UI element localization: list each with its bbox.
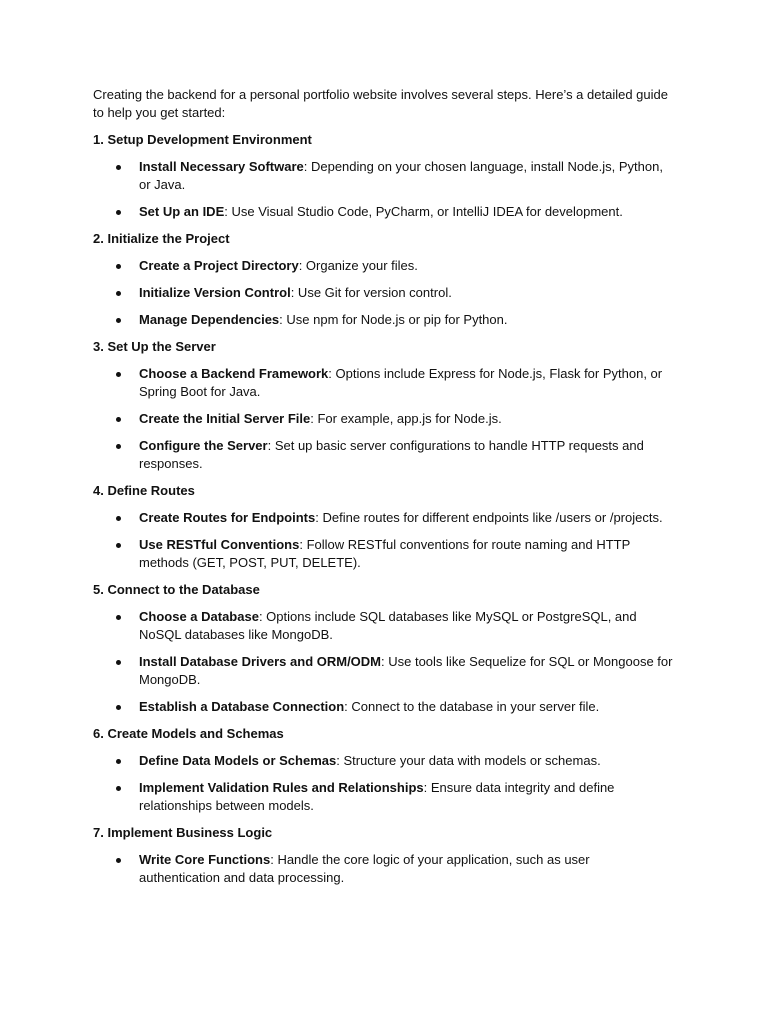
bullet-icon — [116, 444, 121, 449]
list-item — [93, 203, 673, 221]
item-title: Initialize Version Control — [139, 285, 291, 300]
item-description: : Ensure data integrity and define relationships between models. — [139, 780, 615, 813]
sections-container — [93, 131, 673, 887]
item-title: Install Necessary Software — [139, 159, 304, 174]
bullet-icon — [116, 705, 121, 710]
item-description: : Connect to the database in your server file. — [344, 699, 600, 714]
bullet-icon — [116, 210, 121, 215]
item-title: Manage Dependencies — [139, 312, 280, 327]
section-heading: 7. Implement Business Logic — [93, 825, 273, 840]
item-title: Implement Validation Rules and Relationships — [139, 780, 424, 795]
list-item — [93, 752, 673, 770]
bullet-icon — [116, 615, 121, 620]
bullet-list — [93, 851, 673, 887]
item-description: : Depending on your chosen language, install Node.js, Python, or Java. — [139, 159, 663, 192]
bullet-icon — [116, 543, 121, 548]
item-description: : For example, app.js for Node.js. — [310, 411, 502, 426]
item-title: Choose a Database — [139, 609, 259, 624]
bullet-list — [93, 257, 673, 329]
bullet-icon — [116, 165, 121, 170]
list-item — [93, 257, 673, 275]
bullet-list — [93, 509, 673, 572]
list-item — [93, 536, 673, 572]
bullet-icon — [116, 291, 121, 296]
bullet-icon — [116, 264, 121, 269]
list-item — [93, 410, 673, 428]
item-description: : Handle the core logic of your application, such as user authentication and data processing. — [139, 852, 590, 885]
list-item — [93, 698, 673, 716]
bullet-icon — [116, 660, 121, 665]
bullet-list — [93, 158, 673, 221]
item-title: Set Up an IDE — [139, 204, 225, 219]
item-title: Use RESTful Conventions — [139, 537, 300, 552]
bullet-icon — [116, 516, 121, 521]
item-title: Configure the Server — [139, 438, 268, 453]
item-description: : Use Visual Studio Code, PyCharm, or IntelliJ IDEA for development. — [224, 204, 623, 219]
bullet-icon — [116, 786, 121, 791]
list-item — [93, 284, 673, 302]
item-title: Install Database Drivers and ORM/ODM — [139, 654, 382, 669]
section-heading: 2. Initialize the Project — [93, 231, 230, 246]
item-description: : Organize your files. — [298, 258, 418, 273]
list-item — [93, 437, 673, 473]
item-title: Write Core Functions — [139, 852, 271, 867]
list-item — [93, 779, 673, 815]
item-description: : Use tools like Sequelize for SQL or Mongoose for MongoDB. — [139, 654, 673, 687]
bullet-icon — [116, 858, 121, 863]
list-item — [93, 608, 673, 644]
bullet-list — [93, 752, 673, 815]
bullet-icon — [116, 417, 121, 422]
item-description: : Use Git for version control. — [290, 285, 452, 300]
section-heading: 1. Setup Development Environment — [93, 132, 312, 147]
section-heading: 6. Create Models and Schemas — [93, 726, 284, 741]
bullet-icon — [116, 372, 121, 377]
bullet-list — [93, 365, 673, 473]
list-item — [93, 158, 673, 194]
list-item — [93, 365, 673, 401]
item-description: : Options include SQL databases like MySQL or PostgreSQL, and NoSQL databases like MongoDB. — [139, 609, 637, 642]
item-title: Create the Initial Server File — [139, 411, 311, 426]
item-description: : Options include Express for Node.js, Flask for Python, or Spring Boot for Java. — [139, 366, 663, 399]
item-description: : Set up basic server configurations to handle HTTP requests and responses. — [139, 438, 644, 471]
item-description: : Use npm for Node.js or pip for Python. — [279, 312, 508, 327]
section-heading: 5. Connect to the Database — [93, 582, 260, 597]
document-page — [93, 86, 673, 896]
list-item — [93, 851, 673, 887]
section-heading: 4. Define Routes — [93, 483, 195, 498]
list-item — [93, 311, 673, 329]
item-title: Choose a Backend Framework — [139, 366, 329, 381]
item-title: Create Routes for Endpoints — [139, 510, 316, 525]
item-description: : Structure your data with models or schemas. — [336, 753, 601, 768]
item-description: : Follow RESTful conventions for route naming and HTTP methods (GET, POST, PUT, DELETE). — [139, 537, 631, 570]
bullet-list — [93, 608, 673, 716]
item-title: Define Data Models or Schemas — [139, 753, 337, 768]
list-item — [93, 653, 673, 689]
list-item — [93, 509, 673, 527]
intro-paragraph: Creating the backend for a personal portfolio website involves several steps. Here’s a detailed guide to help you get started: — [93, 87, 668, 120]
item-title: Create a Project Directory — [139, 258, 299, 273]
bullet-icon — [116, 318, 121, 323]
item-description: : Define routes for different endpoints like /users or /projects. — [315, 510, 663, 525]
bullet-icon — [116, 759, 121, 764]
section-heading: 3. Set Up the Server — [93, 339, 216, 354]
item-title: Establish a Database Connection — [139, 699, 345, 714]
